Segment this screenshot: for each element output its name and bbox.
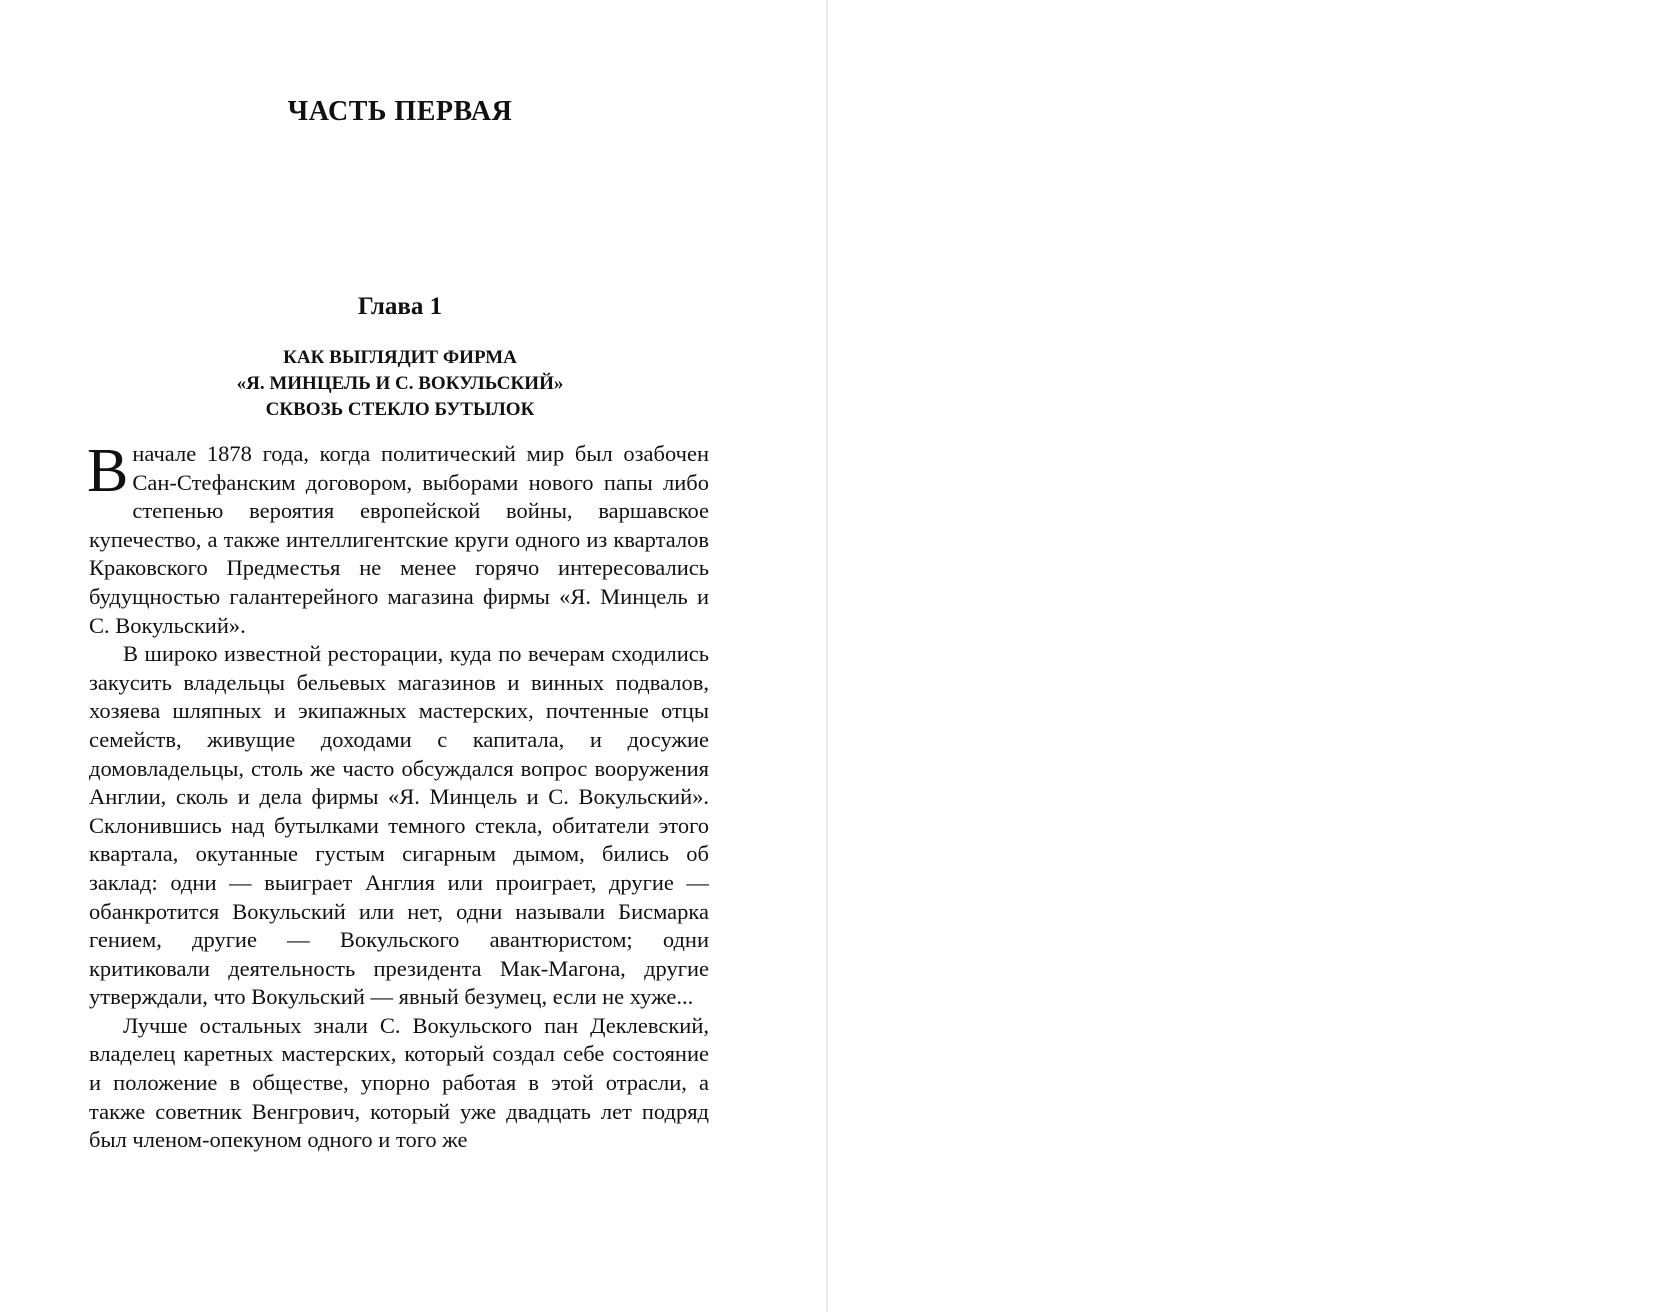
drop-cap: В	[87, 437, 129, 505]
part-title: ЧАСТЬ ПЕРВАЯ	[287, 96, 513, 127]
chapter-number: Глава 1	[357, 293, 443, 320]
paragraph: В широко известной ресторации, куда по вечерам сходились закусить владельцы бельевых магазинов и винных подвалов, хозяева шляпных и экипажных мастерских, почтенные отцы семейств, живущие доходами с капитала, и досужие домовладельцы, столь же часто обсуждался вопрос вооружения Англии, сколь и дела фирмы «Я. Минцель и С. Вокульский». Склонившись над бутылками темного стекла, обитатели этого квартала, окутанные густым сигарным дымом, бились об заклад: одни — выиграет Англия или проиграет, другие — обанкротится Вокульский или нет, одни называли Бисмарка гением, другие — Вокульского авантюристом; одни критиковали деятельность президента Мак-Магона, другие утверждали, что Вокульский — явный безумец, если не хуже...	[89, 641, 709, 1010]
left-page	[0, 0, 828, 1312]
page-gutter	[826, 0, 828, 1312]
chapter-title-line-3: СКВОЗЬ СТЕКЛО БУТЫЛОК	[265, 399, 535, 420]
right-page	[829, 0, 1657, 1312]
chapter-title-line-1: КАК ВЫГЛЯДИТ ФИРМА	[283, 347, 517, 368]
chapter-title	[120, 345, 680, 423]
left-body-text	[87, 437, 709, 1155]
chapter-title-line-2: «Я. МИНЦЕЛЬ И С. ВОКУЛЬСКИЙ»	[236, 373, 564, 394]
paragraph	[87, 437, 709, 640]
paragraph-text: начале 1878 года, когда политический мир был озабочен Сан-Стефанским договором, выборами нового папы либо степенью вероятия европейской войны, варшавское купечество, а также интеллигентские круги одного из кварталов Краковского Предместья не менее горячо интересовались будущностью галантерейного магазина фирмы «Я. Минцель и С. Вокульский».	[89, 441, 709, 638]
paragraph: Лучше остальных знали С. Вокульского пан Деклевский, владелец каретных мастерских, который создал себе состояние и положение в обществе, упорно работая в этой отрасли, а также советник Венгрович, который уже двадцать лет подряд был членом-опекуном одного и того же	[89, 1012, 709, 1153]
